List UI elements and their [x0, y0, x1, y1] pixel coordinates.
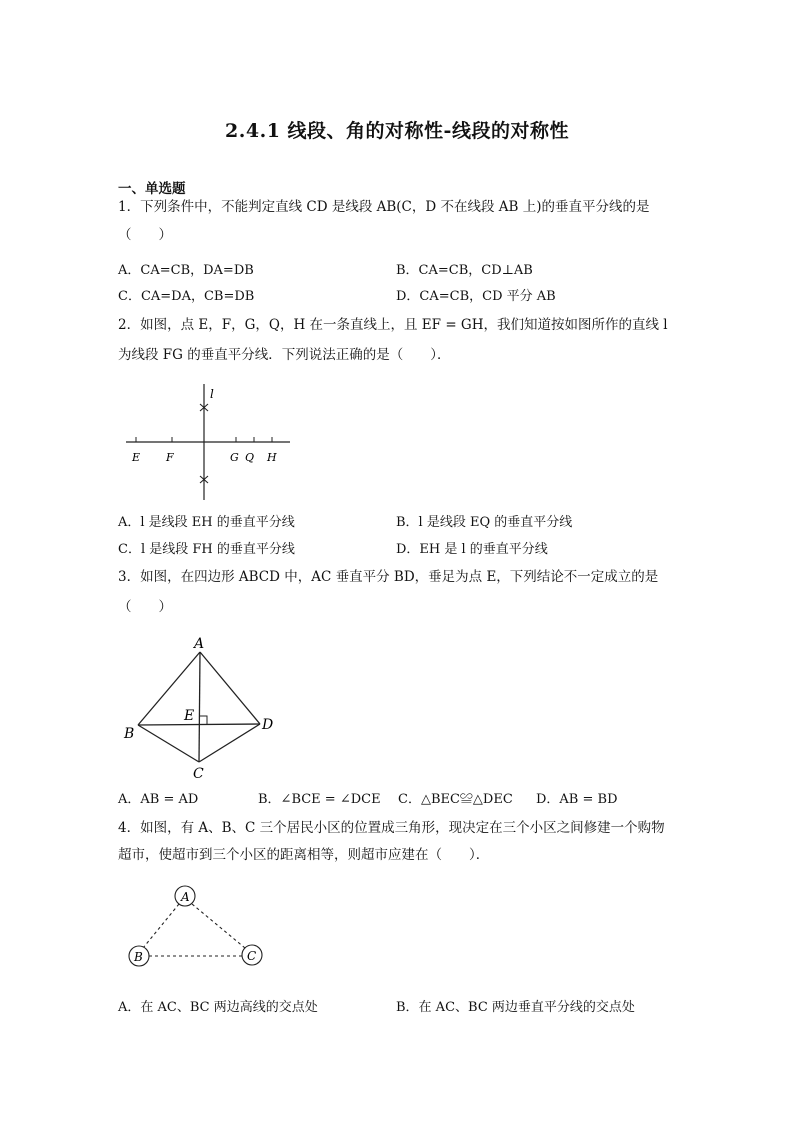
q2-stem-line2: 为线段 FG 的垂直平分线．下列说法正确的是（ ）． [118, 347, 451, 363]
q4-option-a: A．在 AC、BC 两边高线的交点处 [118, 1000, 318, 1015]
q3-diagonal-ac [199, 652, 200, 762]
page-title: 2.4.1 线段、角的对称性-线段的对称性 [225, 120, 569, 142]
q3-side-cd [199, 724, 260, 762]
q1-option-c: C．CA=DA，CB=DB [118, 289, 255, 304]
q3-option-b: B．∠BCE = ∠DCE [258, 792, 381, 807]
q1-option-a: A．CA=CB，DA=DB [118, 263, 254, 278]
q3-side-ad [200, 652, 260, 724]
q2-option-d: D．EH 是 l 的垂直平分线 [396, 542, 548, 557]
q1-option-d: D．CA=CB，CD 平分 AB [396, 289, 556, 304]
q2-label-g: G [230, 451, 239, 464]
q2-label-f: F [166, 451, 174, 464]
q4-option-b: B．在 AC、BC 两边垂直平分线的交点处 [396, 1000, 635, 1015]
q3-figure [118, 630, 288, 786]
q3-stem: 3．如图，在四边形 ABCD 中，AC 垂直平分 BD，垂足为点 E，下列结论不一定成立的是 [118, 569, 659, 585]
q2-figure [120, 380, 300, 504]
q3-option-c: C．△BEC≌△DEC [398, 792, 513, 807]
q4-figure [120, 878, 280, 974]
q4-side-ac [192, 904, 245, 948]
q3-label-b: B [124, 726, 135, 742]
q1-stem: 1．下列条件中，不能判定直线 CD 是线段 AB(C，D 不在线段 AB 上)的垂直平分线的是 [118, 199, 650, 215]
q2-label-q: Q [245, 451, 255, 464]
q3-label-e: E [184, 708, 195, 724]
q1-option-b: B．CA=CB，CD⊥AB [396, 263, 533, 278]
q4-label-b: B [134, 950, 143, 964]
q3-diagonal-bd [138, 724, 260, 725]
q2-option-a: A．l 是线段 EH 的垂直平分线 [118, 515, 295, 530]
q1-paren: （ ） [118, 227, 172, 243]
q3-right-angle-mark [200, 716, 208, 725]
q2-label-h: H [267, 451, 277, 464]
q3-side-bc [138, 725, 199, 762]
q4-side-ab [143, 904, 179, 948]
q3-label-c: C [193, 766, 204, 782]
section-heading: 一、单选题 [118, 181, 186, 197]
q3-option-a: A．AB = AD [118, 792, 199, 807]
q3-paren: （ ） [118, 599, 172, 615]
q3-option-d: D．AB = BD [536, 792, 618, 807]
q4-label-c: C [247, 949, 257, 963]
q3-label-d: D [262, 717, 274, 733]
q4-stem-line2: 超市，使超市到三个小区的距离相等，则超市应建在（ ）． [118, 847, 490, 863]
q2-option-c: C．l 是线段 FH 的垂直平分线 [118, 542, 295, 557]
q2-label-l: l [210, 387, 214, 401]
q4-stem-line1: 4．如图，有 A、B、C 三个居民小区的位置成三角形，现决定在三个小区之间修建一个购物 [118, 820, 665, 836]
q2-option-b: B．l 是线段 EQ 的垂直平分线 [396, 515, 573, 530]
q4-label-a: A [181, 890, 190, 904]
q2-stem-line1: 2．如图，点 E，F，G，Q，H 在一条直线上，且 EF = GH，我们知道按如图所作的直线 l [118, 317, 668, 333]
q3-label-a: A [194, 636, 205, 652]
q2-label-e: E [132, 451, 141, 464]
